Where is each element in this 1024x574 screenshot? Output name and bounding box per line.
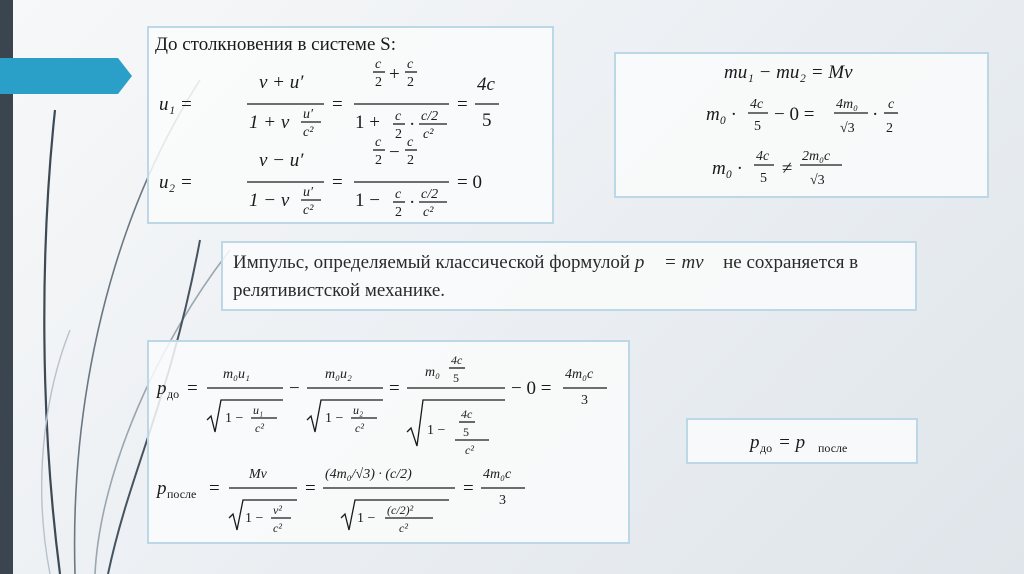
svg-text:m₀u₂: m₀u₂ bbox=[325, 367, 352, 382]
svg-text:2: 2 bbox=[395, 205, 402, 220]
svg-text:=: = bbox=[389, 378, 400, 399]
svg-text:2: 2 bbox=[395, 127, 402, 142]
svg-text:m₀: m₀ bbox=[425, 365, 440, 380]
svg-text:v²: v² bbox=[273, 503, 282, 517]
svg-text:c/2: c/2 bbox=[421, 187, 439, 202]
svg-text:=: = bbox=[187, 378, 198, 399]
svg-text:1 −: 1 − bbox=[355, 190, 380, 211]
svg-text:≠: ≠ bbox=[782, 158, 793, 179]
classical-formula: p⃗ = mv⃗ bbox=[634, 252, 719, 273]
svg-text:5: 5 bbox=[453, 371, 459, 385]
svg-text:4m₀: 4m₀ bbox=[836, 97, 858, 112]
svg-text:u₁: u₁ bbox=[253, 403, 264, 417]
title-arrow-marker bbox=[0, 58, 132, 94]
p-do-result-num: 4m₀c bbox=[565, 367, 594, 382]
svg-text:c: c bbox=[395, 109, 402, 124]
svg-text:после: после bbox=[167, 487, 197, 501]
u1-num1: v + u′ bbox=[259, 72, 304, 93]
svg-text:2: 2 bbox=[375, 75, 382, 90]
svg-text:= p: = p bbox=[778, 432, 806, 453]
conclusion-equation bbox=[688, 420, 920, 466]
svg-text:·: · bbox=[409, 114, 416, 135]
u1-result-den: 5 bbox=[482, 110, 492, 131]
momentum-equations bbox=[616, 54, 991, 200]
svg-text:2: 2 bbox=[886, 121, 893, 136]
svg-text:c: c bbox=[375, 57, 382, 72]
svg-text:− 0 =: − 0 = bbox=[774, 104, 815, 125]
svg-text:после: после bbox=[818, 441, 848, 455]
u2-num1: v − u′ bbox=[259, 150, 304, 171]
box-before-collision bbox=[147, 26, 554, 224]
u1-eq2: = bbox=[332, 94, 343, 115]
svg-text:·: · bbox=[872, 104, 879, 125]
svg-text:c²: c² bbox=[273, 521, 282, 535]
svg-text:c: c bbox=[375, 135, 382, 150]
p-do-result-den: 3 bbox=[581, 393, 588, 408]
box2-line1: mu₁ − mu₂ = Mv bbox=[724, 62, 853, 83]
svg-text:1 +: 1 + bbox=[355, 112, 380, 133]
u2-result: = 0 bbox=[457, 172, 482, 193]
svg-text:p: p bbox=[157, 378, 167, 399]
svg-text:1 −: 1 − bbox=[245, 511, 264, 526]
u2-lhs: u₂ = bbox=[159, 172, 193, 193]
svg-text:u′: u′ bbox=[303, 185, 314, 200]
svg-text:c²: c² bbox=[399, 521, 408, 535]
svg-text:1 −: 1 − bbox=[357, 511, 376, 526]
svg-text:√3: √3 bbox=[840, 121, 855, 136]
svg-text:4c: 4c bbox=[451, 353, 463, 367]
svg-text:5: 5 bbox=[463, 425, 469, 439]
svg-text:2: 2 bbox=[375, 153, 382, 168]
svg-text:1 −: 1 − bbox=[325, 411, 344, 426]
svg-text:√3: √3 bbox=[810, 173, 825, 188]
svg-text:·: · bbox=[409, 192, 416, 213]
svg-text:4c: 4c bbox=[756, 149, 770, 164]
u1-frac-u: u′ bbox=[303, 107, 314, 122]
svg-text:p: p bbox=[157, 478, 167, 499]
note-sentence: Импульс, определяемый классической формулой p⃗ = mv⃗ не сохраняется в релятивистской механике. bbox=[233, 252, 859, 301]
u2-den1: 1 − v bbox=[249, 190, 290, 211]
svg-text:m₀ ·: m₀ · bbox=[706, 104, 736, 125]
svg-text:Mv: Mv bbox=[249, 467, 267, 482]
svg-text:=: = bbox=[305, 478, 316, 499]
svg-text:=: = bbox=[332, 172, 343, 193]
u1-result-num: 4c bbox=[477, 74, 495, 95]
svg-text:до: до bbox=[167, 387, 180, 401]
svg-text:c²: c² bbox=[423, 205, 434, 220]
svg-text:2: 2 bbox=[407, 75, 414, 90]
box-classical-momentum-note bbox=[221, 241, 917, 311]
u1-den1: 1 + v bbox=[249, 112, 290, 133]
svg-text:c: c bbox=[888, 97, 895, 112]
box-relativistic-momentum bbox=[147, 340, 630, 544]
relativistic-momentum-formulas bbox=[149, 342, 632, 546]
svg-text:1 −: 1 − bbox=[225, 411, 244, 426]
svg-text:c²: c² bbox=[423, 127, 434, 142]
p-posle-result-den: 3 bbox=[499, 493, 506, 508]
svg-text:c: c bbox=[395, 187, 402, 202]
svg-text:m₀u₁: m₀u₁ bbox=[223, 367, 250, 382]
svg-text:c²: c² bbox=[303, 203, 314, 218]
u-formulas bbox=[149, 28, 556, 226]
svg-text:4c: 4c bbox=[461, 407, 473, 421]
u1-lhs: u₁ = bbox=[159, 94, 193, 115]
svg-text:− 0 =: − 0 = bbox=[511, 378, 552, 399]
svg-text:(c/2)²: (c/2)² bbox=[387, 503, 414, 517]
svg-text:2: 2 bbox=[407, 153, 414, 168]
box-conclusion bbox=[686, 418, 918, 464]
svg-text:1 −: 1 − bbox=[427, 423, 446, 438]
svg-text:=: = bbox=[457, 94, 468, 115]
svg-text:c²: c² bbox=[255, 421, 264, 435]
svg-text:−: − bbox=[389, 142, 400, 163]
svg-text:u₂: u₂ bbox=[353, 403, 364, 417]
p-posle-result-num: 4m₀c bbox=[483, 467, 512, 482]
svg-text:−: − bbox=[289, 378, 300, 399]
svg-text:(4m₀/√3) · (c/2): (4m₀/√3) · (c/2) bbox=[325, 467, 412, 482]
svg-text:2m₀c: 2m₀c bbox=[802, 149, 831, 164]
svg-text:c²: c² bbox=[465, 443, 474, 457]
box1-heading: До столкновения в системе S: bbox=[155, 34, 396, 55]
svg-text:c: c bbox=[407, 57, 414, 72]
u1-frac-c2: c² bbox=[303, 125, 314, 140]
svg-text:=: = bbox=[463, 478, 474, 499]
svg-text:=: = bbox=[209, 478, 220, 499]
svg-text:m₀ ·: m₀ · bbox=[712, 158, 742, 179]
svg-text:5: 5 bbox=[754, 119, 761, 134]
svg-text:c²: c² bbox=[355, 421, 364, 435]
box-momentum-check bbox=[614, 52, 989, 198]
svg-text:p: p bbox=[750, 432, 760, 453]
svg-text:c/2: c/2 bbox=[421, 109, 439, 124]
svg-text:+: + bbox=[389, 64, 400, 85]
svg-text:4c: 4c bbox=[750, 97, 764, 112]
svg-text:c: c bbox=[407, 135, 414, 150]
svg-text:до: до bbox=[760, 441, 773, 455]
svg-text:5: 5 bbox=[760, 171, 767, 186]
